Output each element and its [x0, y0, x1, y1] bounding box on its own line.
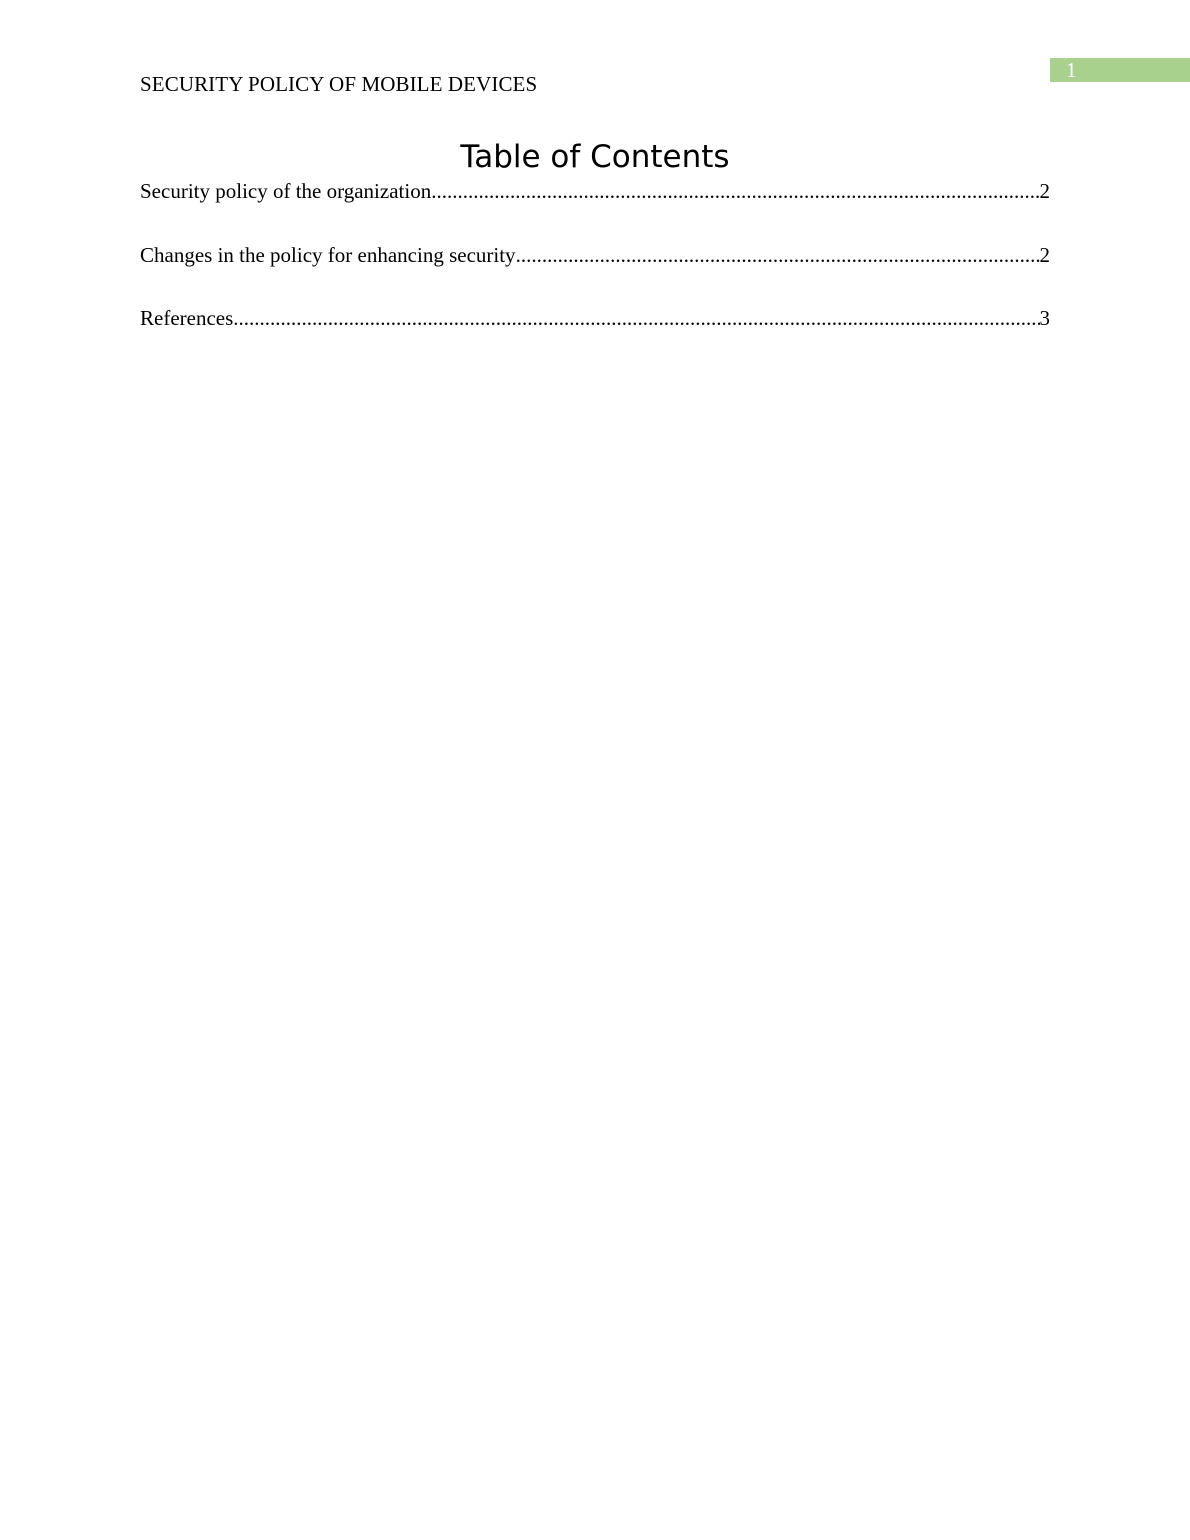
toc-entry-title: References	[140, 306, 234, 330]
toc-entry-page: 2	[1039, 243, 1050, 267]
toc-entry-page: 3	[1039, 306, 1050, 330]
toc-entry-title: Security policy of the organization	[140, 179, 432, 203]
toc-heading: Table of Contents	[460, 139, 730, 175]
toc-entry-title: Changes in the policy for enhancing security	[140, 243, 516, 267]
toc-dot-leader	[431, 178, 1039, 204]
toc-dot-leader	[233, 305, 1039, 331]
toc-dot-leader	[516, 242, 1040, 268]
running-head: SECURITY POLICY OF MOBILE DEVICES	[140, 72, 538, 96]
toc-entry-references[interactable]	[140, 305, 1050, 331]
page-number-badge	[1050, 58, 1190, 82]
toc-entry-policy-changes[interactable]	[140, 242, 1050, 268]
toc-entry-page: 2	[1039, 179, 1050, 203]
table-of-contents	[140, 178, 1050, 331]
page-number: 1	[1066, 58, 1077, 82]
toc-entry-security-policy[interactable]	[140, 178, 1050, 204]
